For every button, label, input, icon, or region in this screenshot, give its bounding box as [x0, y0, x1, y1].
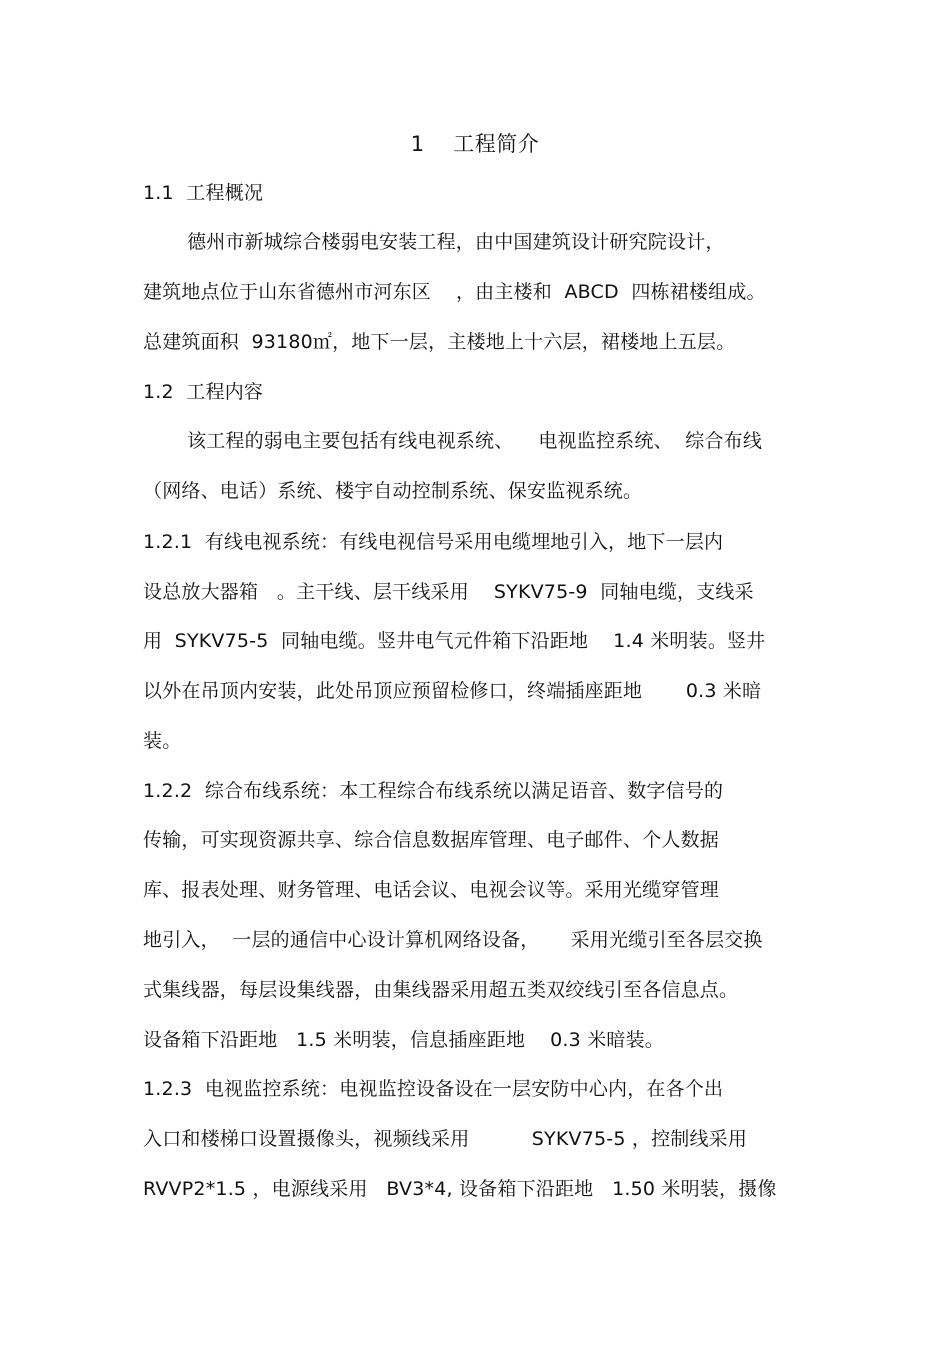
paragraph-line: 建筑地点位于山东省德州市河东区 ，由主楼和 ABCD 四栋裙楼组成。	[143, 281, 766, 303]
paragraph-line: （网络、电话）系统、楼宇自动控制系统、保安监视系统。	[143, 480, 643, 502]
chapter-title: 1 工程简介	[410, 132, 540, 156]
heading-1-2: 1.2 工程内容	[143, 381, 264, 403]
paragraph-line: 设备箱下沿距地 1.5 米明装，信息插座距地 0.3 米暗装。	[143, 1029, 664, 1051]
paragraph-line: 入口和楼梯口设置摄像头，视频线采用 SYKV75-5 ，控制线采用	[143, 1128, 748, 1150]
paragraph-line: 装。	[143, 730, 182, 752]
paragraph-line: 用 SYKV75-5 同轴电缆。竖井电气元件箱下沿距地 1.4 米明装。竖井	[143, 630, 766, 652]
paragraph-line: 1.2.1 有线电视系统：有线电视信号采用电缆埋地引入，地下一层内	[143, 531, 724, 553]
paragraph-line: 设总放大器箱 。主干线、层干线采用 SYKV75-9 同轴电缆，支线采	[143, 581, 754, 603]
paragraph-line: 德州市新城综合楼弱电安装工程，由中国建筑设计研究院设计，	[187, 231, 725, 253]
paragraph-line: 该工程的弱电主要包括有线电视系统、 电视监控系统、 综合布线	[187, 430, 763, 452]
paragraph-line: 1.2.2 综合布线系统：本工程综合布线系统以满足语音、数字信号的	[143, 780, 724, 802]
paragraph-line: 总建筑面积 93180㎡，地下一层，主楼地上十六层，裙楼地上五层。	[143, 331, 736, 353]
paragraph-line: RVVP2*1.5 ，电源线采用 BV3*4, 设备箱下沿距地 1.50 米明装，摄像	[143, 1178, 777, 1200]
paragraph-line: 地引入， 一层的通信中心设计算机网络设备， 采用光缆引至各层交换	[143, 929, 763, 951]
paragraph-line: 以外在吊顶内安装，此处吊顶应预留检修口，终端插座距地 0.3 米暗	[143, 680, 762, 702]
heading-1-1: 1.1 工程概况	[143, 182, 264, 204]
paragraph-line: 库、报表处理、财务管理、电话会议、电视会议等。采用光缆穿管理	[143, 879, 720, 901]
paragraph-line: 式集线器，每层设集线器，由集线器采用超五类双绞线引至各信息点。	[143, 979, 739, 1001]
paragraph-line: 传输，可实现资源共享、综合信息数据库管理、电子邮件、个人数据	[143, 829, 720, 851]
paragraph-line: 1.2.3 电视监控系统：电视监控设备设在一层安防中心内，在各个出	[143, 1078, 724, 1100]
